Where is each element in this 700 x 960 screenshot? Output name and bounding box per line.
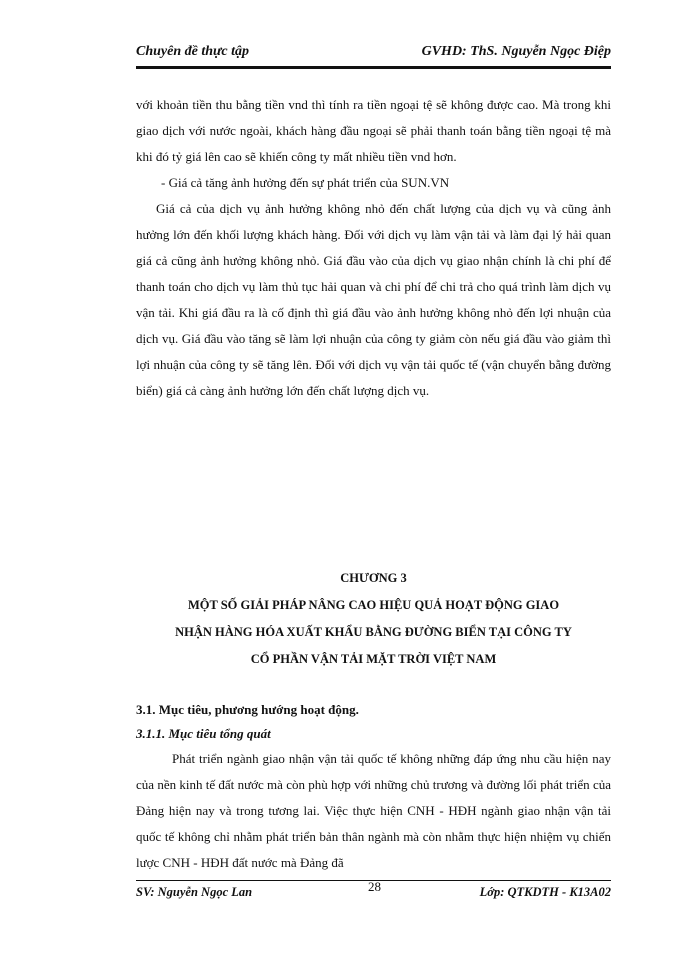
page-number: 28 (368, 879, 381, 894)
chapter-title-line-2: NHẬN HÀNG HÓA XUẤT KHẨU BẰNG ĐƯỜNG BIỂN TẠI CÔNG TY (175, 625, 572, 639)
page-footer (136, 879, 611, 905)
chapter-title-line-3: CỔ PHẦN VẬN TẢI MẶT TRỜI VIỆT NAM (250, 652, 497, 666)
paragraph-2: Giá cả của dịch vụ ảnh hưởng không nhỏ đến chất lượng của dịch vụ và cũng ảnh hưởng lớn đến khối lượng khách hàng. Đối với dịch vụ làm vận tải và làm đại lý hải quan giá cả cũng ảnh hưởng không nhỏ. Giá đầu vào của dịch vụ giao nhận chính là chi phí để thanh toán cho dịch vụ làm thủ tục hải quan và chi phí để chi trả cho quá trình làm dịch vụ vận tải. Khi giá đầu ra là cố định thì giá đầu vào ảnh hưởng không nhỏ đến lợi nhuận của dịch vụ. Giá đầu vào tăng sẽ làm lợi nhuận của công ty giảm còn nếu giá đầu vào giảm thì lợi nhuận của công ty sẽ tăng lên. Đối với dịch vụ vận tải quốc tế (vận chuyển bằng đường biển) giá cả càng ảnh hưởng lớn đến chất lượng dịch vụ. (136, 201, 611, 398)
header-advisor: GVHD: ThS. Nguyễn Ngọc Điệp (421, 44, 611, 59)
header-course-title: Chuyên đề thực tập (136, 44, 250, 59)
paragraph-3: Phát triển ngành giao nhận vận tải quốc tế không những đáp ứng nhu cầu hiện nay của nền kinh tế đất nước mà còn phù hợp với những chủ trương và đường lối phát triển của Đảng hiện nay và trong tương lai. Việc thực hiện CNH - HĐH ngành giao nhận vận tải quốc tế không chỉ nhằm phát triển bản thân ngành mà còn nhằm thực hiện nhiệm vụ chiến lược CNH - HĐH đất nước mà Đảng đã (136, 751, 611, 870)
body-text (136, 92, 611, 404)
chapter-number: CHƯƠNG 3 (340, 571, 407, 585)
footer-class: Lớp: QTKDTH - K13A02 (479, 885, 611, 899)
chapter-heading (136, 565, 611, 673)
subsection-heading-3-1-1: 3.1.1. Mục tiêu tổng quát (136, 726, 271, 741)
section-heading-3-1: 3.1. Mục tiêu, phương hướng hoạt động. (136, 702, 359, 717)
bullet-item: - Giá cả tăng ảnh hưởng đến sự phát triển của SUN.VN (161, 175, 450, 190)
body-text-2 (136, 746, 611, 876)
chapter-title-line-1: MỘT SỐ GIẢI PHÁP NÂNG CAO HIỆU QUẢ HOẠT ĐỘNG GIAO (187, 598, 560, 612)
footer-student: SV: Nguyễn Ngọc Lan (136, 885, 253, 899)
paragraph-1: với khoản tiền thu bằng tiền vnd thì tính ra tiền ngoại tệ sẽ không được cao. Mà trong khi giao dịch với nước ngoài, khách hàng đầu ngoại sẽ phải thanh toán bằng tiền ngoại tệ mà khi đó tỷ giá lên cao sẽ khiến công ty mất nhiều tiền vnd hơn. (136, 97, 611, 164)
header-rule (136, 66, 611, 69)
